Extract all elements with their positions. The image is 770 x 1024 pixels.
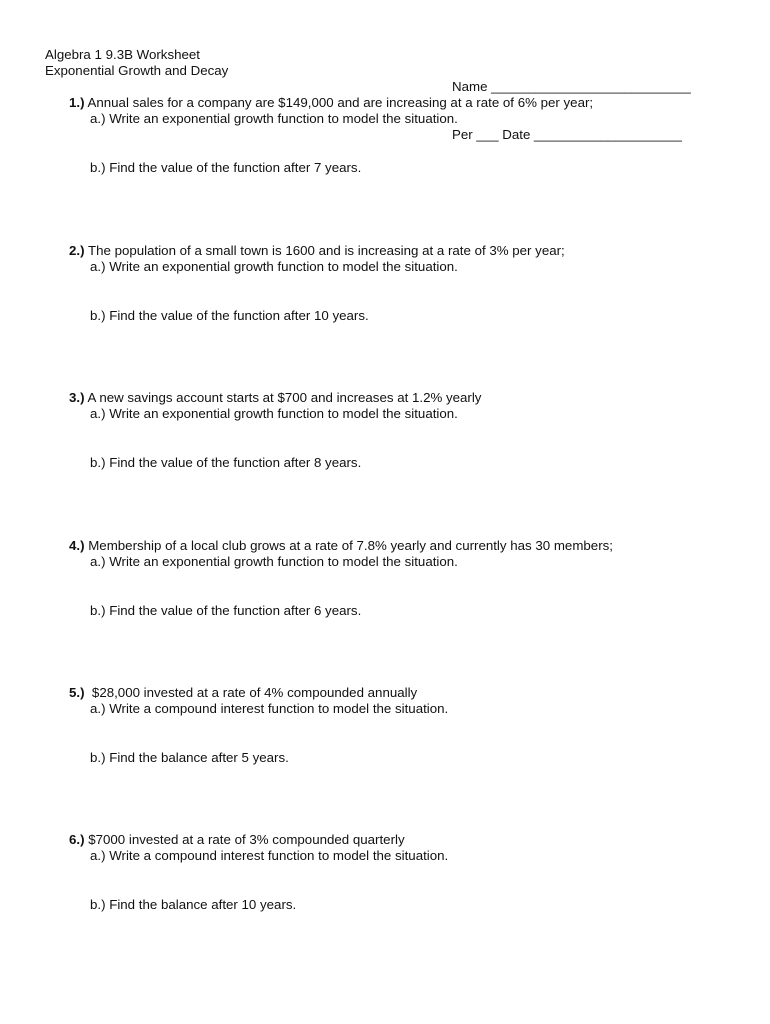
question-prompt [69,832,749,848]
per-date-field: Per ___ Date ____________________ [452,127,682,142]
question-text: $7000 invested at a rate of 3% compounded quarterly [84,832,405,847]
question-part-b: b.) Find the balance after 5 years. [90,750,289,765]
question-6 [69,832,749,913]
question-part-a: a.) Write an exponential growth function to model the situation. [90,259,458,274]
question-part-a: a.) Write a compound interest function to model the situation. [90,701,449,716]
question-part-a: a.) Write an exponential growth function to model the situation. [90,111,458,126]
question-number: 6.) [69,832,85,847]
worksheet-header [45,47,228,79]
question-part-b: b.) Find the value of the function after 10 years. [90,308,369,323]
question-number: 1.) [69,95,85,110]
question-2 [69,243,749,324]
question-prompt [69,538,749,554]
question-text: $28,000 invested at a rate of 4% compounded annually [84,685,418,700]
question-part-b: b.) Find the balance after 10 years. [90,897,297,912]
question-text: A new savings account starts at $700 and increases at 1.2% yearly [84,390,482,405]
question-part-a: a.) Write an exponential growth function to model the situation. [90,406,458,421]
question-3 [69,390,749,471]
question-1 [69,95,749,176]
question-number: 3.) [69,390,85,405]
question-prompt [69,243,749,259]
question-number: 4.) [69,538,85,553]
question-part-a: a.) Write a compound interest function to model the situation. [90,848,449,863]
question-prompt [69,685,749,701]
question-part-b: b.) Find the value of the function after 6 years. [90,603,362,618]
question-number: 5.) [69,685,85,700]
question-number: 2.) [69,243,85,258]
question-prompt [69,95,749,111]
question-text: Membership of a local club grows at a rate of 7.8% yearly and currently has 30 members; [84,538,613,553]
question-part-a: a.) Write an exponential growth function to model the situation. [90,554,458,569]
name-field: Name ___________________________ [452,79,691,94]
question-part-b: b.) Find the value of the function after 7 years. [90,160,362,175]
question-5 [69,685,749,766]
question-text: Annual sales for a company are $149,000 and are increasing at a rate of 6% per year; [84,95,594,110]
question-prompt [69,390,749,406]
question-text: The population of a small town is 1600 and is increasing at a rate of 3% per year; [84,243,565,258]
question-4 [69,538,749,619]
worksheet-title: Algebra 1 9.3B Worksheet [45,47,200,62]
question-part-b: b.) Find the value of the function after 8 years. [90,455,362,470]
worksheet-subtitle: Exponential Growth and Decay [45,63,229,78]
